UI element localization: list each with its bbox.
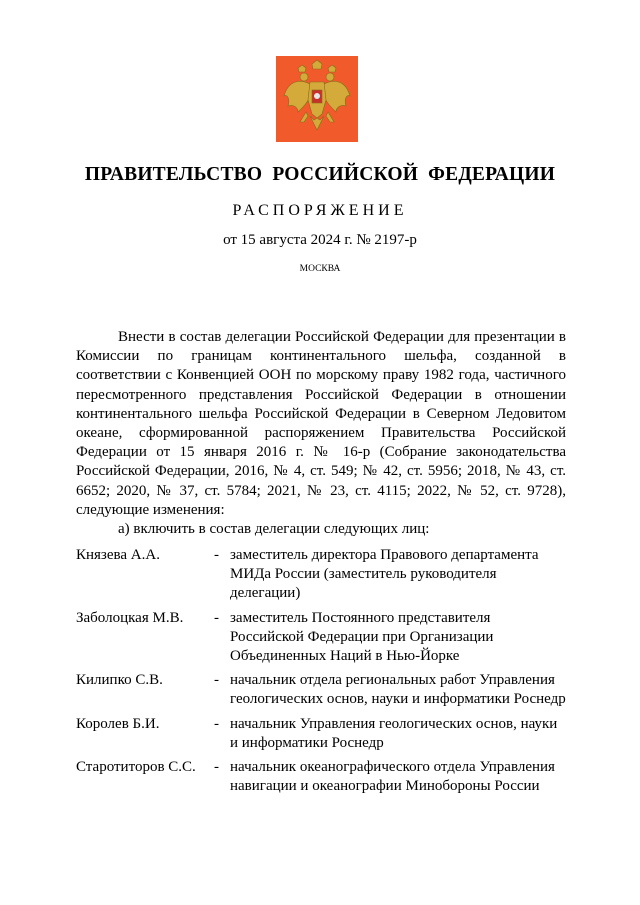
government-title: ПРАВИТЕЛЬСТВО РОССИЙСКОЙ ФЕДЕРАЦИИ [84,164,556,185]
member-role: начальник океанографического отдела Управления навигации и океанографии Минобороны России [230,759,555,795]
member-role: начальник Управления геологических основ, науки и информатики Роснедр [230,715,558,751]
coat-of-arms-emblem [276,56,358,142]
delegation-row [76,758,566,796]
main-paragraph: Внести в состав делегации Российской Федерации для презентации в Комиссии по границам континентального шельфа, созданной в соответствии с Конвенцией ООН по морскому праву 1982 года, частичного пересмотренного представления Российской Федерации в отношении континентального шельфа Российской Федерации в Северном Ледовитом океане, сформированной распоряжением Правительства Российской Федерации от 15 января 2016 г. № 16-р (Собрание законодательства Российской Федерации, 2016, № 4, ст. 549; № 42, ст. 5956; 2018, № 43, ст. 6652; 2020, № 37, ст. 5784; 2021, № 23, ст. 4115; 2022, № 52, ст. 9728), следующие изменения: [76,329,566,518]
delegation-row [76,546,566,604]
member-name: Старотиторов С.С. [76,759,196,776]
dash-separator: - [214,547,219,563]
member-name: Килипко С.В. [76,672,163,689]
document-body [76,328,566,539]
member-name: Князева А.А. [76,547,160,563]
delegation-list [76,546,566,801]
delegation-row [76,609,566,667]
document-date-number: от 15 августа 2024 г. № 2197-р [223,232,417,248]
dash-separator: - [214,759,219,776]
dash-separator: - [214,672,219,689]
subpoint-a: а) включить в состав делегации следующих лиц: [118,521,430,538]
delegation-row [76,671,566,709]
member-role: заместитель Постоянного представителя Российской Федерации при Организации Объединенных Наций в Нью-Йорке [230,609,494,665]
dash-separator: - [214,715,219,732]
dash-separator: - [214,609,219,626]
delegation-row [76,715,566,753]
member-role: заместитель директора Правового департамента МИДа России (заместитель руководителя делегации) [230,547,539,602]
member-name: Королев Б.И. [76,715,160,732]
member-name: Заболоцкая М.В. [76,609,184,626]
document-city: МОСКВА [299,264,341,274]
document-type: РАСПОРЯЖЕНИЕ [232,202,408,219]
member-role: начальник отдела региональных работ Управления геологических основ, науки и информатики Роснедр [230,672,566,708]
